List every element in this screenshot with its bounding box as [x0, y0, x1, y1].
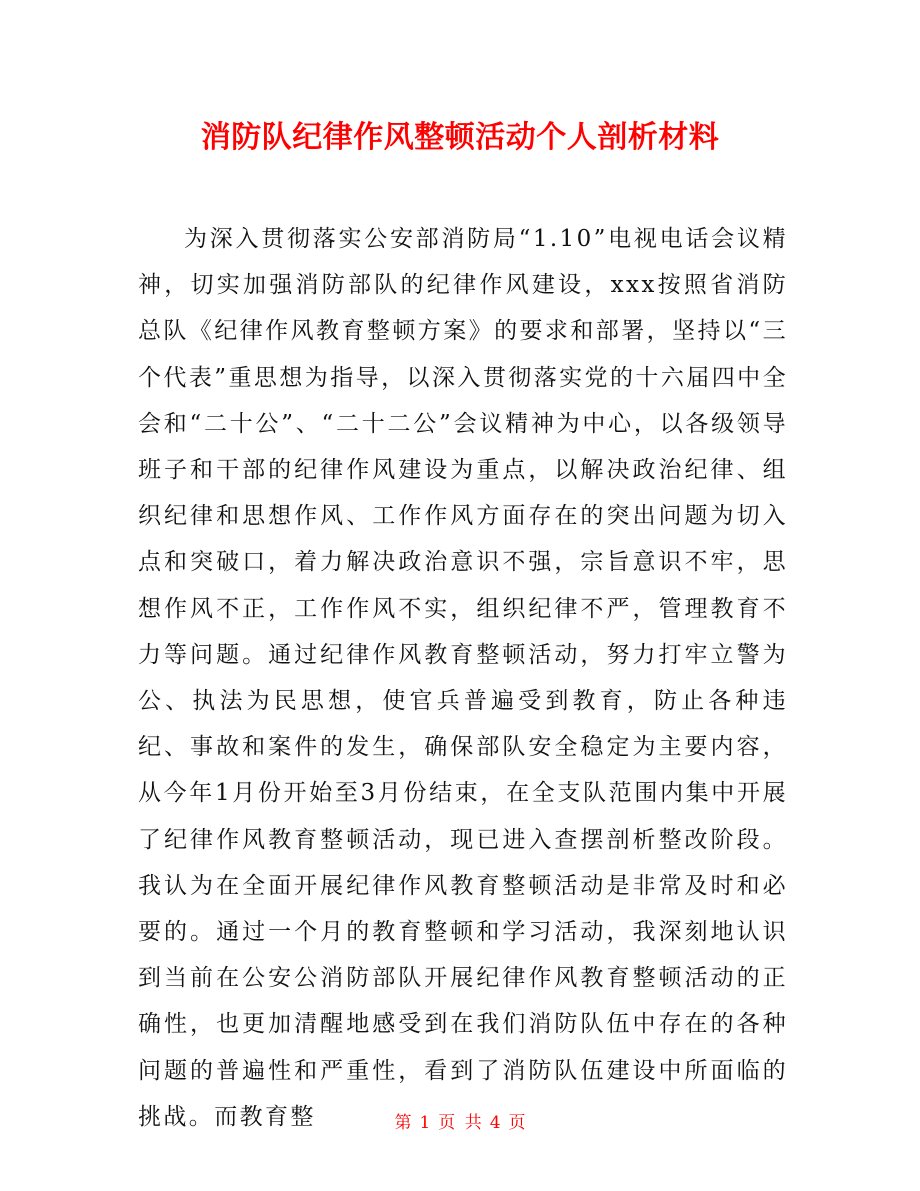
footer-suffix: 页 — [508, 1113, 526, 1133]
body-paragraph: 为深入贯彻落实公安部消防局“1.10”电视电话会议精神，切实加强消防部队的纪律作风建设，xxx按照省消防总队《纪律作风教育整顿方案》的要求和部署，坚持以“三个代表”重思想为指导，以深入贯彻落实党的十六届四中全会和“二十公”、“二十二公”会议精神为中心，以各级领导班子和干部的纪律作风建设为重点，以解决政治纪律、组织纪律和思想作风、工作作风方面存在的突出问题为切入点和突破口，着力解决政治意识不强，宗旨意识不牢，思想作风不正，工作作风不实，组织纪律不严，管理教育不力等问题。通过纪律作风教育整顿活动，努力打牢立警为公、执法为民思想，使官兵普遍受到教育，防止各种违纪、事故和案件的发生，确保部队安全稳定为主要内容，从今年1月份开始至3月份结束，在全支队范围内集中开展了纪律作风教育整顿活动，现已进入查摆剖析整改阶段。我认为在全面开展纪律作风教育整顿活动是非常及时和必要的。通过一个月的教育整顿和学习活动，我深刻地认识到当前在公安公消防部队开展纪律作风教育整顿活动的正确性，也更加清醒地感受到在我们消防队伍中存在的各种问题的普遍性和严重性，看到了消防队伍建设中所面临的挑战。而教育整 — [138, 226, 788, 1130]
footer-total-pages: 4 — [489, 1113, 501, 1133]
footer-page-number: 1 — [419, 1113, 431, 1133]
footer-middle: 页 共 — [438, 1113, 482, 1133]
page-footer — [0, 1111, 920, 1135]
footer-prefix: 第 — [394, 1113, 412, 1133]
document-title: 消防队纪律作风整顿活动个人剖析材料 — [200, 120, 720, 155]
